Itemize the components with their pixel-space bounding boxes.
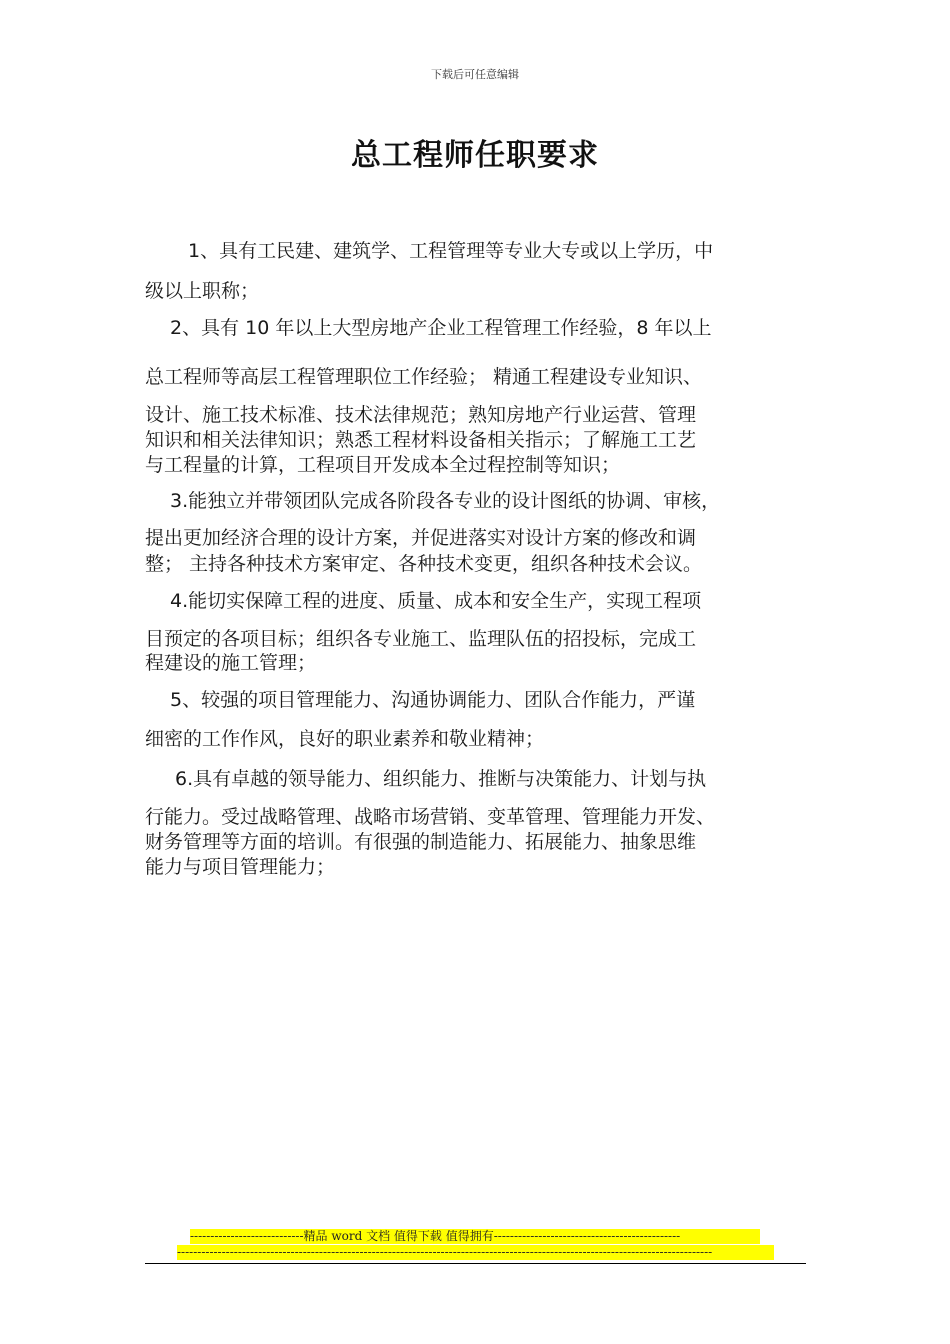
body-line: 设计、施工技术标准、技术法律规范；熟知房地产行业运营、管理 <box>145 404 697 426</box>
body-line: 级以上职称； <box>145 280 260 302</box>
body-line: 6.具有卓越的领导能力、组织能力、推断与决策能力、计划与执 <box>175 768 707 790</box>
body-line: 2、具有 10 年以上大型房地产企业工程管理工作经验，8 年以上 <box>170 317 712 339</box>
body-line: 总工程师等高层工程管理职位工作经验； 精通工程建设专业知识、 <box>145 366 703 388</box>
body-line: 与工程量的计算，工程项目开发成本全过程控制等知识； <box>145 454 621 476</box>
body-line: 4.能切实保障工程的进度、质量、成本和安全生产，实现工程项 <box>170 590 702 612</box>
body-line: 程建设的施工管理； <box>145 652 317 674</box>
body-line: 财务管理等方面的培训。有很强的制造能力、拓展能力、抽象思维 <box>145 831 697 853</box>
footer-banner-top: ----------------------------精品 word 文档 值得下载 值得拥有---------------------------------------------- <box>190 1229 760 1244</box>
body-line: 5、较强的项目管理能力、沟通协调能力、团队合作能力，严谨 <box>170 689 696 711</box>
page-title: 总工程师任职要求 <box>351 138 599 173</box>
footer-banner-bottom: ------------------------------------------------------------------------------------------------------------------------------------ <box>177 1245 774 1260</box>
download-note: 下载后可任意编辑 <box>431 68 519 81</box>
body-line: 整； 主持各种技术方案审定、各种技术变更，组织各种技术会议。 <box>145 553 703 575</box>
body-line: 提出更加经济合理的设计方案，并促进落实对设计方案的修改和调 <box>145 527 697 549</box>
body-line: 能力与项目管理能力； <box>145 856 336 878</box>
body-line: 知识和相关法律知识；熟悉工程材料设备相关指示；了解施工工艺 <box>145 429 697 451</box>
body-line: 细密的工作作风，良好的职业素养和敬业精神； <box>145 728 545 750</box>
body-line: 1、具有工民建、建筑学、工程管理等专业大专或以上学历，中 <box>188 240 714 262</box>
body-line: 行能力。受过战略管理、战略市场营销、变革管理、管理能力开发、 <box>145 806 716 828</box>
body-line: 3.能独立并带领团队完成各阶段各专业的设计图纸的协调、审核， <box>170 490 721 512</box>
footer-divider <box>145 1263 806 1264</box>
body-line: 目预定的各项目标；组织各专业施工、监理队伍的招投标，完成工 <box>145 628 697 650</box>
